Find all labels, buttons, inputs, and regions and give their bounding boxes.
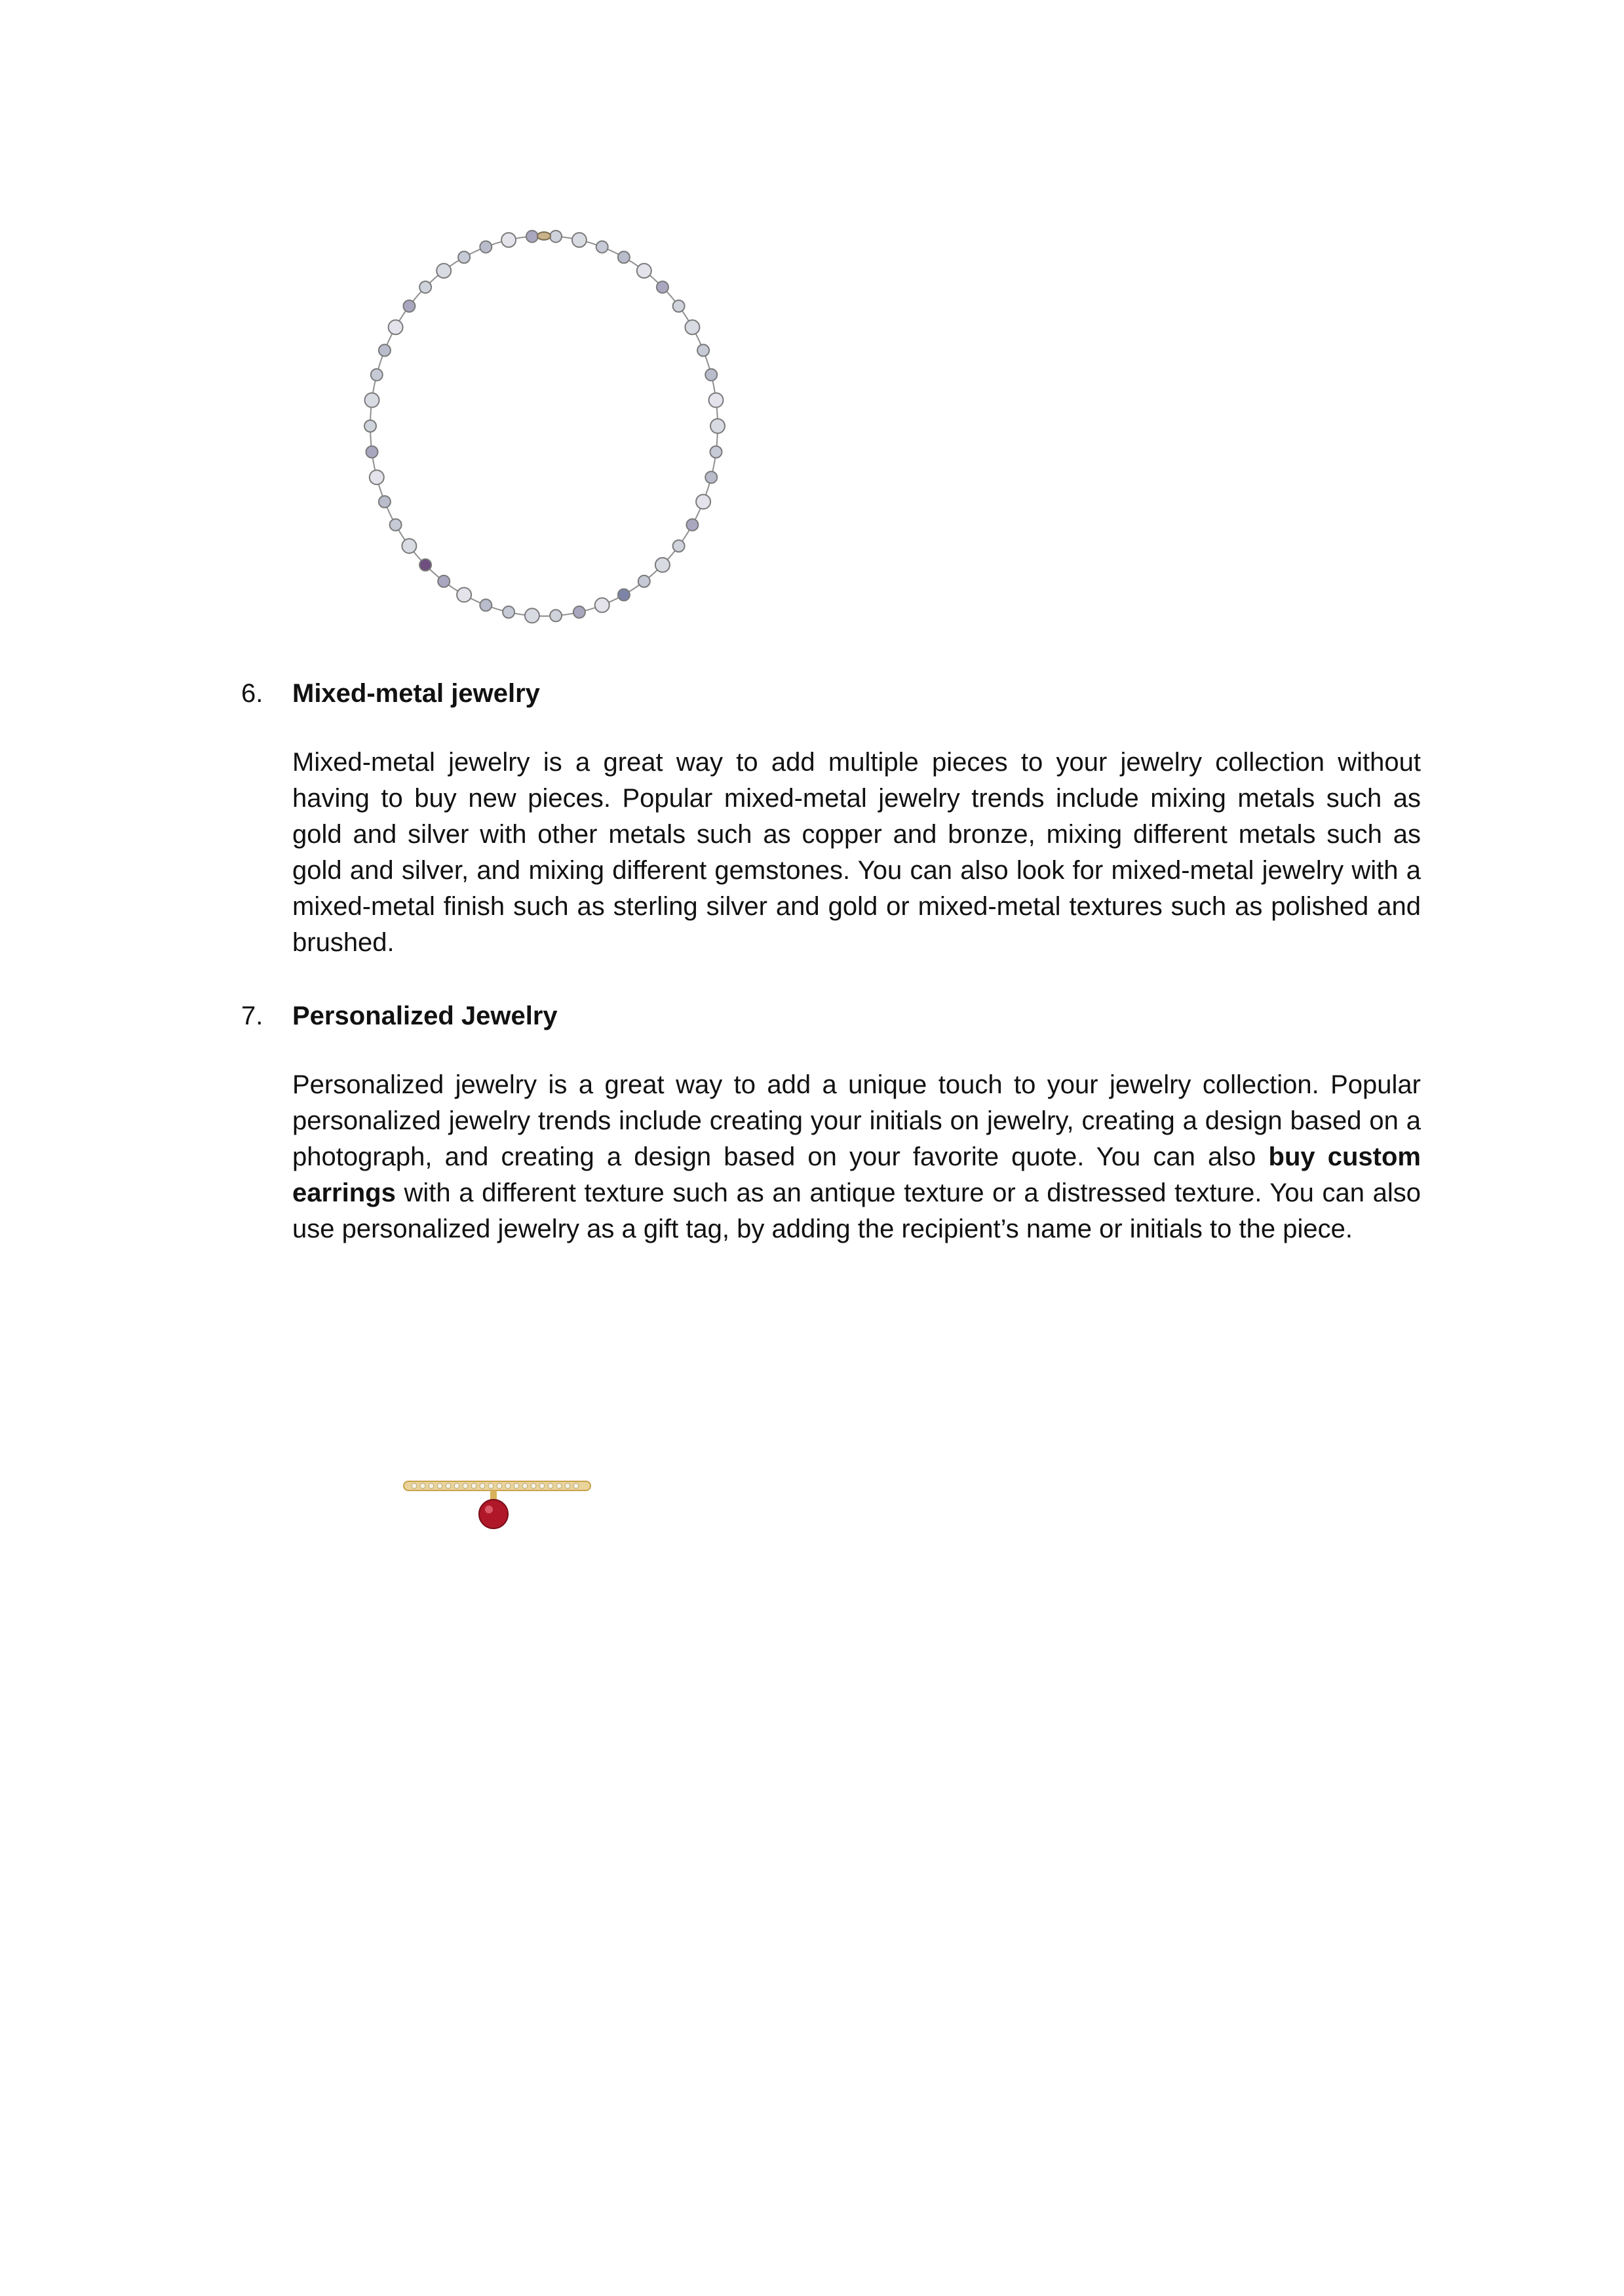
section-heading (241, 998, 1421, 1034)
necklace-bead (657, 281, 668, 293)
ring-pave-stone (480, 1483, 485, 1489)
necklace-bead (501, 233, 516, 247)
necklace-bead (503, 606, 514, 618)
necklace-bead (638, 575, 650, 587)
ring-pave-stone (548, 1483, 553, 1489)
ring-pave-stone (539, 1483, 545, 1489)
ring-pave-stone (497, 1483, 502, 1489)
necklace-bead (655, 558, 670, 572)
necklace-bead (371, 369, 383, 381)
necklace-bead (705, 369, 717, 381)
buy-custom-earrings-link[interactable]: buy custom earrings (292, 1142, 1421, 1207)
ring-pave-stone (429, 1483, 434, 1489)
necklace-bead (419, 559, 431, 571)
necklace-bead (526, 231, 538, 243)
necklace-bead (686, 519, 698, 531)
ring-pave-stone (454, 1483, 459, 1489)
necklace-bead (379, 345, 391, 357)
necklace-bead (550, 231, 562, 243)
necklace-bead (705, 471, 717, 483)
necklace-bead (436, 263, 451, 278)
ring-pave-stone (522, 1483, 528, 1489)
section-title: Personalized Jewelry (292, 1002, 558, 1030)
section-mixed-metal (241, 675, 1421, 961)
necklace-bead (365, 393, 379, 408)
ruby-highlight (485, 1506, 493, 1513)
ring-pave-stone (505, 1483, 511, 1489)
necklace-bead (618, 589, 630, 601)
ring-pave-stone (420, 1483, 425, 1489)
necklace-bead (618, 252, 630, 263)
ring-pave-stone (463, 1483, 468, 1489)
necklace-bead (364, 420, 376, 432)
necklace-bead (573, 606, 585, 618)
ring-pave-stone (412, 1483, 417, 1489)
necklace-bead (596, 241, 608, 253)
necklace-bead (710, 446, 722, 458)
necklace-bead (390, 519, 402, 531)
ring-image (400, 1468, 596, 1566)
ring-pave-stone (437, 1483, 442, 1489)
section-title: Mixed-metal jewelry (292, 679, 540, 708)
section-body: Mixed-metal jewelry is a great way to add multiple pieces to your jewelry collection without having to buy new pieces. Popular mixed-metal jewelry trends include mixing metals such as gold and silver with other metals such as copper and bronze, mixing different metals such as gold and silver, and mixing different gemstones. You can also look for mixed-metal jewelry with a mixed-metal finish such as sterling silver and gold or mixed-metal textures such as polished and brushed. (292, 748, 1421, 957)
necklace-bead (710, 419, 725, 433)
ring-pave-stone (471, 1483, 476, 1489)
necklace-bead (673, 540, 685, 552)
necklace-bead (480, 241, 492, 253)
necklace-bead (572, 233, 587, 247)
necklace-bead (438, 575, 450, 587)
section-body (292, 1067, 1421, 1247)
necklace-bead (458, 252, 470, 263)
necklace-bead (370, 470, 384, 484)
body-text-after: with a different texture such as an antique texture or a distressed texture. You can also use personalized jewelry as a gift tag, by adding the recipient’s name or initials to the piece. (292, 1178, 1421, 1243)
necklace-bead (709, 393, 724, 408)
necklace-bead (389, 320, 403, 334)
section-number: 6. (241, 679, 263, 708)
section-heading (241, 675, 1421, 712)
necklace-bead (696, 495, 710, 509)
ring-pave-stone (531, 1483, 536, 1489)
necklace-image (347, 216, 741, 636)
ring-pave-stone (573, 1483, 579, 1489)
necklace-bead (379, 496, 391, 508)
ring-pave-stone (514, 1483, 519, 1489)
necklace-clasp (537, 232, 551, 240)
section-number: 7. (241, 1002, 263, 1030)
necklace-bead (480, 599, 492, 611)
necklace-bead (419, 281, 431, 293)
ring-pave-stone (565, 1483, 570, 1489)
necklace-bead (525, 608, 539, 623)
necklace-bead (550, 610, 562, 621)
necklace-bead (697, 345, 709, 357)
necklace-bead (403, 300, 415, 312)
necklace-bead (457, 588, 471, 602)
ruby-gem (479, 1500, 508, 1528)
necklace-bead (402, 539, 416, 553)
ring-pave-stone (488, 1483, 493, 1489)
ring-pave-stone (446, 1483, 451, 1489)
necklace-bead (366, 446, 378, 458)
necklace-bead (673, 300, 685, 312)
necklace-bead (685, 320, 699, 334)
section-personalized (241, 998, 1421, 1247)
necklace-bead (637, 263, 651, 278)
ring-pave-stone (556, 1483, 562, 1489)
necklace-bead (595, 598, 609, 612)
body-text-before: Personalized jewelry is a great way to add a unique touch to your jewelry collection. Popular personalized jewelry trends include creating your initials on jewelry, creating a design based on a photograph, and creating a design based on your favorite quote. You can also (292, 1070, 1421, 1171)
